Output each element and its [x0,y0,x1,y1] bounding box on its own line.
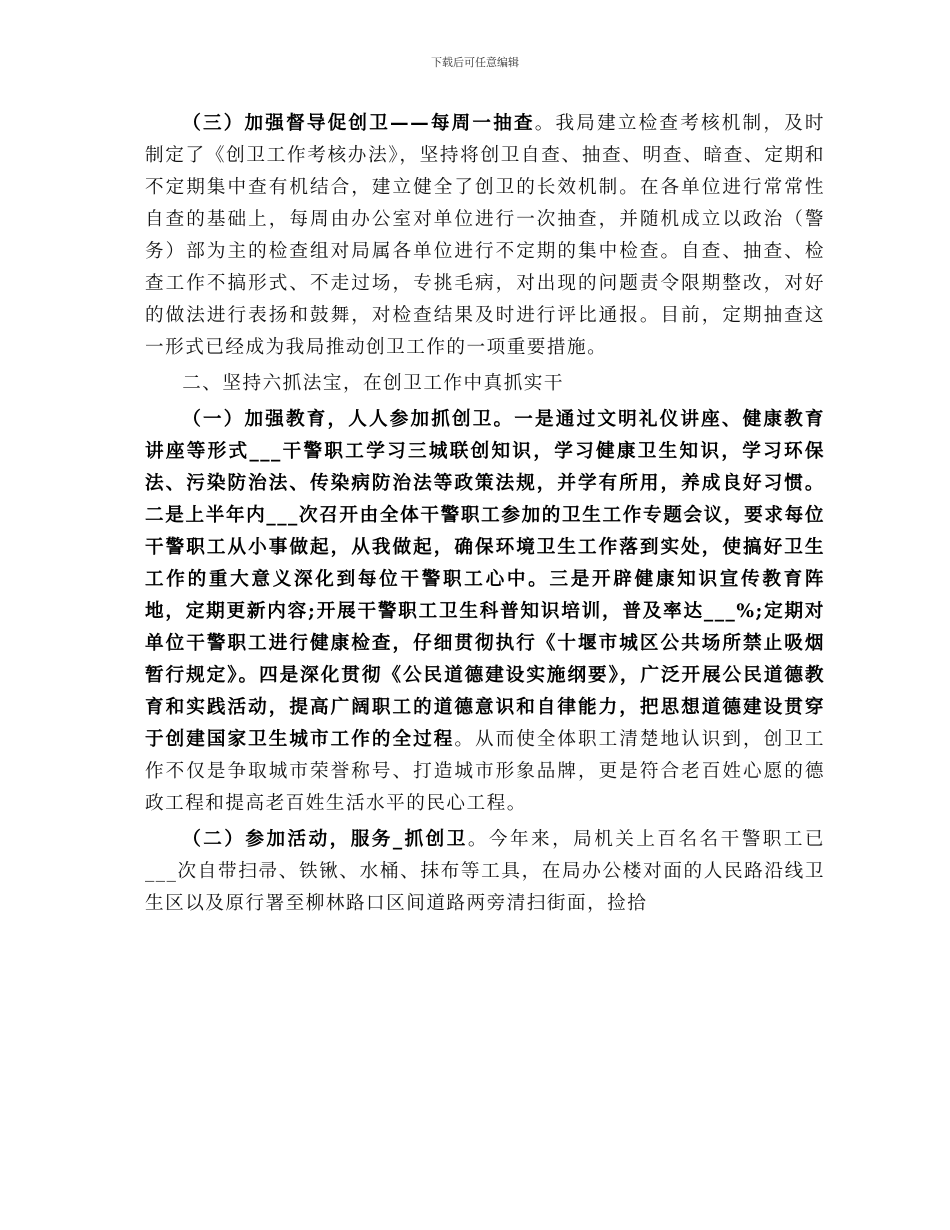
section-heading [145,368,825,400]
section-heading-text: 二、坚持六抓法宝，在创卫工作中真抓实干 [182,373,564,394]
paragraph-supervision [145,108,825,364]
paragraph-activities [145,824,825,920]
paragraph-lead-bold: （三）加强督导促创卫——每周一抽查 [182,113,535,134]
paragraph-education [145,404,825,820]
document-body [145,108,825,920]
paragraph-text: 。今年来，局机关上百名名干警职工已___次自带扫帚、铁锹、水桶、抹布等工具，在局办公楼对面的人民路沿线卫生区以及原行署至柳林路口区间道路两旁清扫街面，捡拾 [145,829,825,914]
paragraph-text: 。我局建立检查考核机制，及时制定了《创卫工作考核办法》，坚持将创卫自查、抽查、明查、暗查、定期和不定期集中查有机结合，建立健全了创卫的长效机制。在各单位进行常常性自查的基础上，每周由办公室对单位进行一次抽查，并随机成立以政治（警务）部为主的检查组对局属各单位进行不定期的集中检查。自查、抽查、检查工作不搞形式、不走过场，专挑毛病，对出现的问题责令限期整改，对好的做法进行表扬和鼓舞，对检查结果及时进行评比通报。目前，定期抽查这一形式已经成为我局推动创卫工作的一项重要措施。 [145,113,825,358]
page-header-note: 下载后可任意编辑 [431,56,519,69]
paragraph-lead-bold: （一）加强教育，人人参加抓创卫。一是通过文明礼仪讲座、健康教育讲座等形式___干警职工学习三城联创知识，学习健康卫生知识，学习环保法、污染防治法、传染病防治法等政策法规，并学有所用，养成良好习惯。二是上半年内___次召开由全体干警职工参加的卫生工作专题会议，要求每位干警职工从小事做起，从我做起，确保环境卫生工作落到实处，使搞好卫生工作的重大意义深化到每位干警职工心中。三是开辟健康知识宣传教育阵地，定期更新内容;开展干警职工卫生科普知识培训，普及率达___%;定期对单位干警职工进行健康检查，仔细贯彻执行《十堰市城区公共场所禁止吸烟暂行规定》。四是深化贯彻《公民道德建设实施纲要》，广泛开展公民道德教育和实践活动，提高广阔职工的道德意识和自律能力，把思想道德建设贯穿于创建国家卫生城市工作的全过程 [145,409,825,750]
paragraph-lead-bold: （二）参加活动，服务_抓创卫 [182,829,468,850]
paragraph-text: 。从而使全体职工清楚地认识到，创卫工作不仅是争取城市荣誉称号、打造城市形象品牌，更是符合老百姓心愿的德政工程和提高老百姓生活水平的民心工程。 [145,729,825,814]
